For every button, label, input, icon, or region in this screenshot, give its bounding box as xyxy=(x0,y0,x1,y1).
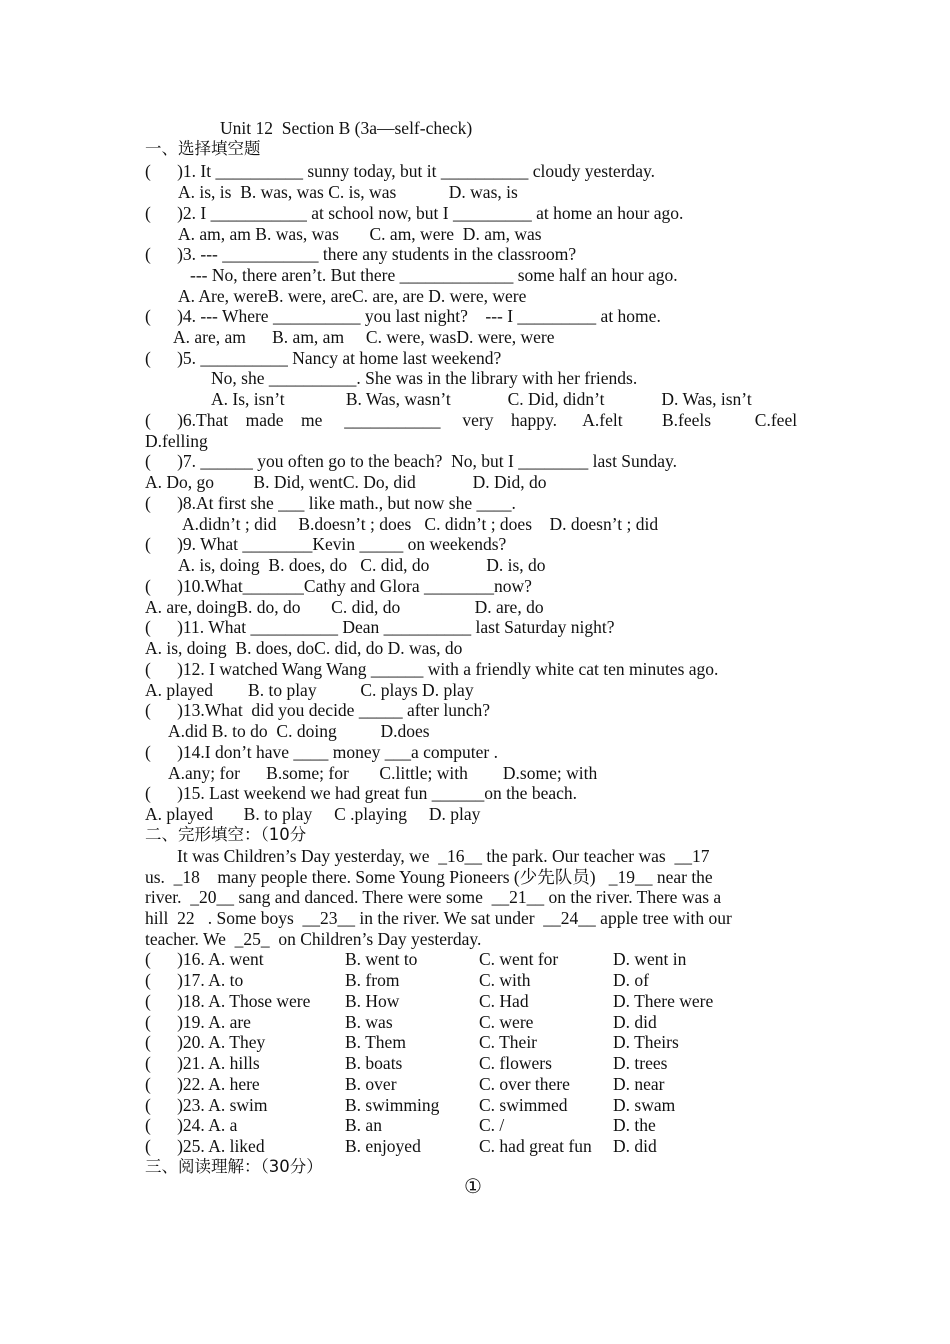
cloze-question: ( )25. A. liked xyxy=(145,1136,265,1156)
section-2-title: 二、完形填空：（10分 xyxy=(145,825,307,844)
cloze-question: ( )24. A. a xyxy=(145,1115,238,1135)
cloze-option-c: C. went for xyxy=(479,949,559,969)
question-3: ( )3. --- ___________ there any students in the classroom? xyxy=(145,244,577,264)
cloze-option-b: B. boats xyxy=(345,1053,403,1073)
question-2-options: A. am, am B. was, was C. am, were D. am, was xyxy=(178,224,542,244)
question-6: ( )6.That made me ___________ very happy. A.felt B.feels C.feel xyxy=(145,410,798,430)
cloze-option-b: B. How xyxy=(345,991,400,1011)
cloze-option-d: D. trees xyxy=(613,1053,668,1073)
question-12-options: A. played B. to play C. plays D. play xyxy=(145,680,474,700)
page-marker: ① xyxy=(464,1176,482,1198)
cloze-question: ( )23. A. swim xyxy=(145,1095,268,1115)
question-7: ( )7. ______ you often go to the beach? No, but I ________ last Sunday. xyxy=(145,451,678,471)
question-3-options: A. Are, wereB. were, areC. are, are D. were, were xyxy=(178,286,527,306)
cloze-option-c: C. Their xyxy=(479,1032,538,1052)
cloze-question: ( )19. A. are xyxy=(145,1012,251,1032)
cloze-option-b: B. from xyxy=(345,970,400,990)
section-3-title: 三、阅读理解：（30分） xyxy=(145,1157,323,1176)
passage-line: river. _20__ sang and danced. There were some __21__ on the river. There was a xyxy=(145,887,722,907)
question-5-options: A. Is, isn’t B. Was, wasn’t C. Did, didn’t D. Was, isn’t xyxy=(211,389,752,409)
question-1: ( )1. It __________ sunny today, but it __________ cloudy yesterday. xyxy=(145,161,656,181)
question-14-options: A.any; for B.some; for C.little; with D.some; with xyxy=(168,763,598,783)
question-13-options: A.did B. to do C. doing D.does xyxy=(168,721,430,741)
question-15: ( )15. Last weekend we had great fun ______on the beach. xyxy=(145,783,578,803)
cloze-question: ( )18. A. Those were xyxy=(145,991,311,1011)
cloze-option-c: C. with xyxy=(479,970,531,990)
cloze-option-d: D. did xyxy=(613,1012,657,1032)
passage-line: hill 22 . Some boys __23__ in the river. We sat under __24__ apple tree with our xyxy=(145,908,732,928)
cloze-option-c: C. swimmed xyxy=(479,1095,568,1115)
question-9: ( )9. What ________Kevin _____ on weekends? xyxy=(145,534,507,554)
cloze-option-d: D. near xyxy=(613,1074,665,1094)
cloze-option-d: D. did xyxy=(613,1136,657,1156)
question-10-options: A. are, doingB. do, do C. did, do D. are, do xyxy=(145,597,544,617)
question-15-options: A. played B. to play C .playing D. play xyxy=(145,804,481,824)
question-10: ( )10.What_______Cathy and Glora ________now? xyxy=(145,576,532,596)
question-1-options: A. is, is B. was, was C. is, was D. was, is xyxy=(178,182,518,202)
question-5: ( )5. __________ Nancy at home last weekend? xyxy=(145,348,502,368)
cloze-option-d: D. of xyxy=(613,970,649,990)
cloze-question: ( )22. A. here xyxy=(145,1074,260,1094)
question-12: ( )12. I watched Wang Wang ______ with a friendly white cat ten minutes ago. xyxy=(145,659,719,679)
passage-line: us. _18 many people there. Some Young Pioneers (少先队员) _19__ near the xyxy=(145,867,713,887)
cloze-option-b: B. enjoyed xyxy=(345,1136,421,1156)
cloze-option-d: D. swam xyxy=(613,1095,676,1115)
page-title: Unit 12 Section B (3a—self-check) xyxy=(220,118,473,138)
cloze-option-b: B. an xyxy=(345,1115,382,1135)
question-9-options: A. is, doing B. does, do C. did, do D. is, do xyxy=(178,555,546,575)
cloze-option-c: C. were xyxy=(479,1012,534,1032)
cloze-option-c: C. had great fun xyxy=(479,1136,592,1156)
question-11-options: A. is, doing B. does, doC. did, do D. was, do xyxy=(145,638,463,658)
question-7-options: A. Do, go B. Did, wentC. Do, did D. Did, do xyxy=(145,472,547,492)
cloze-option-d: D. went in xyxy=(613,949,687,969)
question-13: ( )13.What did you decide _____ after lunch? xyxy=(145,700,491,720)
question-8-options: A.didn’t ; did B.doesn’t ; does C. didn’t ; does D. doesn’t ; did xyxy=(182,514,659,534)
cloze-option-d: D. Theirs xyxy=(613,1032,679,1052)
section-1-title: 一、选择填空题 xyxy=(145,139,261,158)
passage-line: It was Children’s Day yesterday, we _16__ the park. Our teacher was __17 xyxy=(177,846,710,866)
question-2: ( )2. I ___________ at school now, but I _________ at home an hour ago. xyxy=(145,203,684,223)
cloze-option-c: C. Had xyxy=(479,991,529,1011)
cloze-option-b: B. was xyxy=(345,1012,393,1032)
cloze-option-b: B. over xyxy=(345,1074,397,1094)
cloze-option-c: C. / xyxy=(479,1115,505,1135)
cloze-option-b: B. swimming xyxy=(345,1095,440,1115)
question-6-option-d: D.felling xyxy=(145,431,208,451)
cloze-option-c: C. over there xyxy=(479,1074,570,1094)
passage-line: teacher. We _25_ on Children’s Day yesterday. xyxy=(145,929,482,949)
cloze-question: ( )20. A. They xyxy=(145,1032,266,1052)
cloze-question: ( )16. A. went xyxy=(145,949,264,969)
cloze-option-d: D. There were xyxy=(613,991,714,1011)
question-5-dialogue: No, she __________. She was in the library with her friends. xyxy=(211,368,638,388)
cloze-option-b: B. went to xyxy=(345,949,418,969)
cloze-option-c: C. flowers xyxy=(479,1053,552,1073)
question-14: ( )14.I don’t have ____ money ___a computer . xyxy=(145,742,498,762)
question-11: ( )11. What __________ Dean __________ last Saturday night? xyxy=(145,617,615,637)
cloze-question: ( )17. A. to xyxy=(145,970,244,990)
question-4: ( )4. --- Where __________ you last night? --- I _________ at home. xyxy=(145,306,661,326)
question-3-dialogue: --- No, there aren’t. But there _____________ some half an hour ago. xyxy=(190,265,678,285)
question-4-options: A. are, am B. am, am C. were, wasD. were, were xyxy=(173,327,555,347)
question-8: ( )8.At first she ___ like math., but now she ____. xyxy=(145,493,516,513)
cloze-option-b: B. Them xyxy=(345,1032,406,1052)
cloze-question: ( )21. A. hills xyxy=(145,1053,260,1073)
cloze-option-d: D. the xyxy=(613,1115,656,1135)
